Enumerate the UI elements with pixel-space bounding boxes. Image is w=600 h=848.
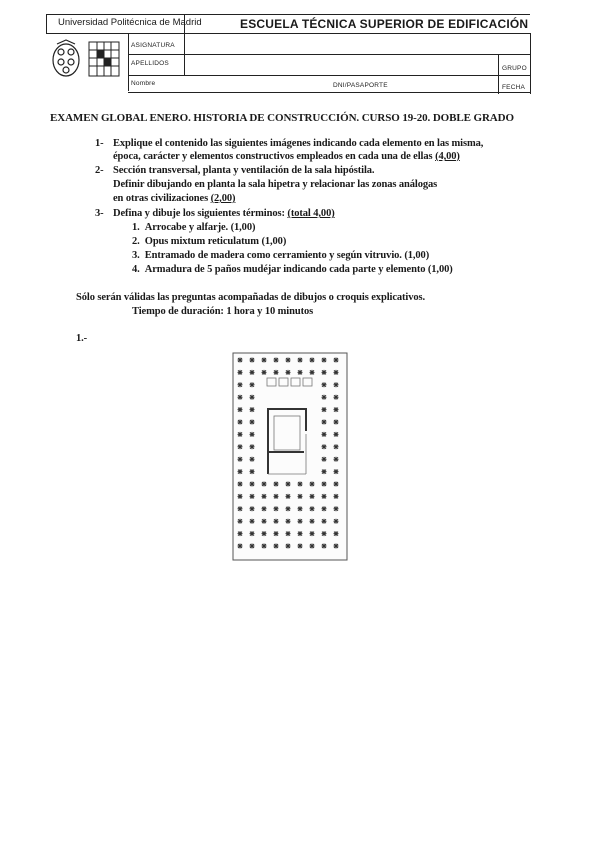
column-marker [286, 531, 291, 536]
column-marker [310, 482, 315, 487]
column-marker [298, 519, 303, 524]
column-marker [250, 506, 255, 511]
column-marker [238, 482, 243, 487]
column-marker [286, 494, 291, 499]
field-label-dni: DNI/PASAPORTE [333, 82, 388, 89]
list-item: 3. Entramado de madera como cerramiento y según vitruvio. (1,00) [132, 250, 430, 261]
column-marker [310, 506, 315, 511]
border [46, 14, 47, 33]
column-marker [274, 494, 279, 499]
border [46, 14, 184, 15]
border [498, 54, 499, 94]
column-marker [262, 482, 267, 487]
column-marker [334, 444, 339, 449]
column-marker [322, 506, 327, 511]
question-number: 3- [95, 208, 104, 219]
column-marker [274, 531, 279, 536]
column-marker [238, 358, 243, 363]
validity-note: Sólo serán válidas las preguntas acompañadas de dibujos o croquis explicativos. [76, 292, 426, 303]
list-item: 1. Arrocabe y alfarje. (1,00) [132, 222, 256, 233]
field-label-apellidos: APELLIDOS [131, 60, 169, 67]
temple-floor-plan [232, 352, 348, 561]
column-marker [274, 482, 279, 487]
column-marker [274, 544, 279, 549]
column-marker [250, 482, 255, 487]
column-marker [250, 407, 255, 412]
column-marker [250, 544, 255, 549]
column-marker [334, 531, 339, 536]
column-marker [334, 407, 339, 412]
column-marker [274, 519, 279, 524]
column-marker [310, 494, 315, 499]
column-marker [298, 370, 303, 375]
column-marker [238, 407, 243, 412]
question-1-line-2 [113, 151, 460, 162]
border [128, 75, 530, 76]
question-2-line-2: Definir dibujando en planta la sala hipetra y relacionar las zonas análogas [113, 179, 438, 190]
upm-crest-icon [53, 40, 79, 76]
column-marker [298, 531, 303, 536]
column-marker [310, 544, 315, 549]
university-logos [49, 38, 125, 84]
column-marker [250, 469, 255, 474]
column-marker [310, 519, 315, 524]
column-marker [250, 457, 255, 462]
column-marker [250, 519, 255, 524]
etsem-logo-icon [89, 42, 119, 76]
field-label-fecha: FECHA [502, 84, 526, 91]
question-number: 2- [95, 165, 104, 176]
column-marker [250, 531, 255, 536]
column-marker [238, 382, 243, 387]
column-marker [238, 531, 243, 536]
border [128, 54, 530, 55]
column-marker [250, 420, 255, 425]
column-marker [274, 506, 279, 511]
column-marker [334, 432, 339, 437]
column-marker [286, 544, 291, 549]
column-marker [310, 358, 315, 363]
field-label-nombre: Nombre [131, 80, 156, 87]
column-marker [322, 494, 327, 499]
section-label: 1.- [76, 333, 88, 344]
column-marker [334, 469, 339, 474]
column-marker [250, 494, 255, 499]
column-marker [262, 370, 267, 375]
column-marker [298, 358, 303, 363]
duration-note: Tiempo de duración: 1 hora y 10 minutos [132, 306, 314, 317]
question-1-line-1: Explique el contenido las siguientes imágenes indicando cada elemento en las misma, [113, 138, 484, 149]
column-marker [322, 531, 327, 536]
column-marker [238, 544, 243, 549]
column-marker [238, 457, 243, 462]
question-3-text: Defina y dibuje los siguientes términos: [113, 208, 285, 219]
column-marker [322, 407, 327, 412]
column-marker [262, 358, 267, 363]
column-marker [286, 506, 291, 511]
column-marker [298, 482, 303, 487]
column-marker [298, 506, 303, 511]
column-marker [334, 494, 339, 499]
column-marker [322, 382, 327, 387]
question-2-text: en otras civilizaciones [113, 193, 209, 204]
question-2-line-3 [113, 193, 235, 204]
question-3-total: (total 4,00) [287, 208, 335, 219]
column-marker [286, 358, 291, 363]
column-marker [250, 358, 255, 363]
column-marker [334, 506, 339, 511]
column-marker [238, 506, 243, 511]
column-marker [322, 519, 327, 524]
border [46, 33, 530, 34]
column-marker [286, 482, 291, 487]
column-marker [298, 544, 303, 549]
border [184, 14, 530, 15]
column-marker [238, 395, 243, 400]
field-label-asignatura: ASIGNATURA [131, 42, 175, 49]
border [128, 92, 530, 93]
column-marker [322, 395, 327, 400]
list-item: 2. Opus mixtum reticulatum (1,00) [132, 236, 287, 247]
border [128, 33, 129, 91]
question-2-score: (2,00) [210, 193, 236, 204]
exam-title: EXAMEN GLOBAL ENERO. HISTORIA DE CONSTRUCCIÓN. CURSO 19-20. DOBLE GRADO [50, 112, 514, 124]
question-number: 1- [95, 138, 104, 149]
column-marker [238, 432, 243, 437]
column-marker [262, 494, 267, 499]
column-marker [322, 432, 327, 437]
column-marker [322, 544, 327, 549]
border [530, 33, 531, 94]
column-marker [322, 358, 327, 363]
column-marker [334, 382, 339, 387]
column-marker [334, 482, 339, 487]
column-marker [286, 519, 291, 524]
column-marker [238, 519, 243, 524]
column-marker [322, 457, 327, 462]
column-marker [238, 370, 243, 375]
column-marker [238, 444, 243, 449]
column-marker [274, 358, 279, 363]
column-marker [262, 531, 267, 536]
question-3-intro [113, 208, 335, 219]
column-marker [334, 358, 339, 363]
column-marker [286, 370, 291, 375]
column-marker [322, 482, 327, 487]
field-label-grupo: GRUPO [502, 65, 527, 72]
column-marker [238, 469, 243, 474]
question-2-line-1: Sección transversal, planta y ventilación de la sala hipóstila. [113, 165, 375, 176]
column-marker [262, 506, 267, 511]
question-1-text: época, carácter y elementos constructivos empleados en cada una de ellas [113, 151, 433, 162]
column-marker [322, 469, 327, 474]
column-marker [250, 382, 255, 387]
floor-plan-drawing [232, 352, 348, 561]
column-marker [250, 432, 255, 437]
column-marker [334, 457, 339, 462]
column-marker [274, 370, 279, 375]
column-marker [262, 544, 267, 549]
column-marker [334, 420, 339, 425]
school-name: ESCUELA TÉCNICA SUPERIOR DE EDIFICACIÓN [240, 17, 529, 31]
column-marker [262, 519, 267, 524]
column-marker [322, 444, 327, 449]
column-marker [250, 370, 255, 375]
column-marker [334, 395, 339, 400]
column-marker [334, 544, 339, 549]
column-marker [238, 494, 243, 499]
list-item: 4. Armadura de 5 paños mudéjar indicando cada parte y elemento (1,00) [132, 264, 453, 275]
column-marker [238, 420, 243, 425]
column-marker [334, 370, 339, 375]
column-marker [322, 370, 327, 375]
question-1-score: (4,00) [435, 151, 460, 162]
column-marker [334, 519, 339, 524]
column-marker [250, 395, 255, 400]
column-marker [322, 420, 327, 425]
column-marker [298, 494, 303, 499]
column-marker [310, 531, 315, 536]
column-marker [310, 370, 315, 375]
university-name: Universidad Politécnica de Madrid [58, 17, 202, 28]
column-marker [250, 444, 255, 449]
